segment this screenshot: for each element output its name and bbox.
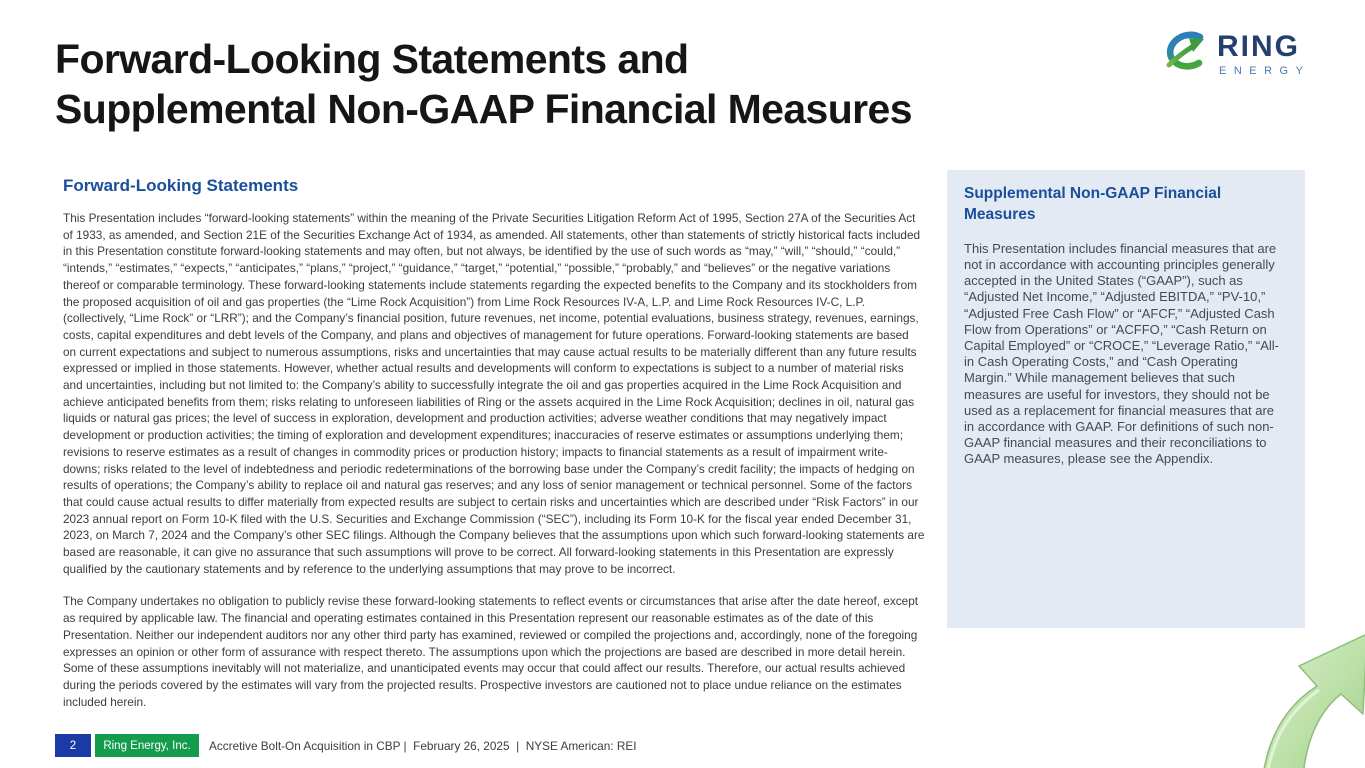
forward-looking-paragraph-2: The Company undertakes no obligation to publicly revise these forward-looking statements to reflect events or circumstances that arise after the date hereof, except as required by applicable law. The financial and operating estimates contained in this Presentation represent our reasonable estimates as of the date of this Presentation. Neither our independent auditors nor any other third party has examined, reviewed or compiled the projections and, accordingly, none of the foregoing expresses an opinion or other form of assurance with respect thereto. The assumptions upon which the projections are based are described in more detail herein. Some of these assumptions inevitably will not materialize, and unanticipated events may occur that could affect our results. Therefore, our actual results achieved during the periods covered by the estimates will vary from the projected results. Prospective investors are cautioned not to place undue reliance on the estimates included herein.	[63, 594, 919, 709]
non-gaap-heading: Supplemental Non-GAAP Financial Measures	[964, 185, 1222, 223]
page-title-line2: Supplemental Non-GAAP Financial Measures	[55, 86, 912, 133]
footer	[55, 734, 637, 757]
ring-energy-logo	[1157, 26, 1310, 78]
forward-looking-body	[63, 210, 925, 710]
page-title-line1: Forward-Looking Statements and	[55, 36, 689, 82]
forward-looking-paragraph-1: This Presentation includes “forward-looking statements” within the meaning of the Private Securities Litigation Reform Act of 1995, Section 27A of the Securities Act of 1933, as amended, and Section 21E of the Securities Exchange Act of 1934, as amended. All statements, other than statements of strictly historical facts included in this Presentation constitute forward-looking statements and may often, but not always, be identified by the use of such words as “may,” “will,” “should,” “could,” “intends,” “estimates,” “expects,” “anticipates,” “plans,” “project,” “guidance,” “target,” “potential,” “possible,” “probably,” and “believes” or the negative variations thereof or comparable terminology. These forward-looking statements include statements regarding the expected benefits to the Company and its stockholders from the proposed acquisition of oil and gas properties (the “Lime Rock Acquisition”) from Lime Rock Resources IV-A, L.P. and Lime Rock Resources IV-C, L.P. (collectively, “Lime Rock” or “LRR”); and the Company’s financial position, future revenues, net income, potential evaluations, business strategy, revenues, earnings, costs, capital expenditures and debt levels of the Company, and plans and objectives of management for future operations. Forward-looking statements are based on current expectations and subject to numerous assumptions, risks and uncertainties that may cause actual results to be materially different than any future results expressed or implied in those statements. However, whether actual results and developments will conform to expectations is subject to a number of material risks and uncertainties, including but not limited to: the Company’s ability to successfully integrate the oil and gas properties acquired in the Lime Rock Acquisition and achieve anticipated benefits from them; risks relating to unforeseen liabilities of Ring or the assets acquired in the Lime Rock Acquisition; declines in oil, natural gas liquids or natural gas prices; the level of success in exploration, development and production activities; adverse weather conditions that may negatively impact development or production activities; the timing of exploration and development expenditures; inaccuracies of reserve estimates or assumptions underlying them; revisions to reserve estimates as a result of changes in commodity prices or production history; impacts to financial statements as a result of impairment write-downs; risks related to the level of indebtedness and periodic redeterminations of the borrowing base under the Company’s credit facility; the impacts of hedging on results of operations; the Company’s ability to replace oil and natural gas reserves; and any loss of senior management or technical personnel. Some of the factors that could cause actual results to differ materially from expected results are subject to certain risks and uncertainties which are described under “Risk Factors” in our 2023 annual report on Form 10-K filed with the U.S. Securities and Exchange Commission (“SEC”), including its Form 10-K for the fiscal year ended December 31, 2023, on March 7, 2024 and the Company’s other SEC filings. Although the Company believes that the assumptions upon which such forward-looking statements are based are reasonable, it can give no assurance that such assumptions will prove to be correct. All forward-looking statements in this Presentation are expressly qualified by the cautionary statements and by reference to the underlying assumptions that may prove to be incorrect.	[63, 211, 925, 576]
ring-logo-text	[1217, 26, 1310, 77]
footer-caption: Accretive Bolt-On Acquisition in CBP | February 26, 2025 | NYSE American: REI	[209, 738, 637, 753]
non-gaap-panel	[947, 170, 1305, 628]
non-gaap-body: This Presentation includes financial measures that are not in accordance with accounting principles generally accepted in the United States (“GAAP”), such as “Adjusted Net Income,” “Adjusted EBITDA,” “PV-10,” “Adjusted Free Cash Flow” or “AFCF,” “Adjusted Cash Flow from Operations” or “ACFFO,” “Cash Return on Capital Employed” or “CROCE,” “Leverage Ratio,” “All-in Cash Operating Costs,” and “Cash Operating Margin.” While management believes that such measures are useful for investors, they should not be used as a replacement for financial measures that are in accordance with GAAP. For definitions of such non-GAAP financial measures and their reconciliations to GAAP measures, please see the Appendix.	[964, 240, 1279, 467]
logo-name: RING	[1217, 30, 1300, 63]
logo-subtitle: ENERGY	[1219, 65, 1311, 77]
page-number-badge: 2	[55, 734, 91, 757]
forward-looking-heading: Forward-Looking Statements	[63, 176, 299, 195]
page-title	[55, 34, 1115, 134]
ring-logo-swoosh-icon	[1157, 26, 1213, 78]
growth-arrow-icon	[1245, 626, 1365, 768]
company-badge: Ring Energy, Inc.	[95, 734, 199, 757]
